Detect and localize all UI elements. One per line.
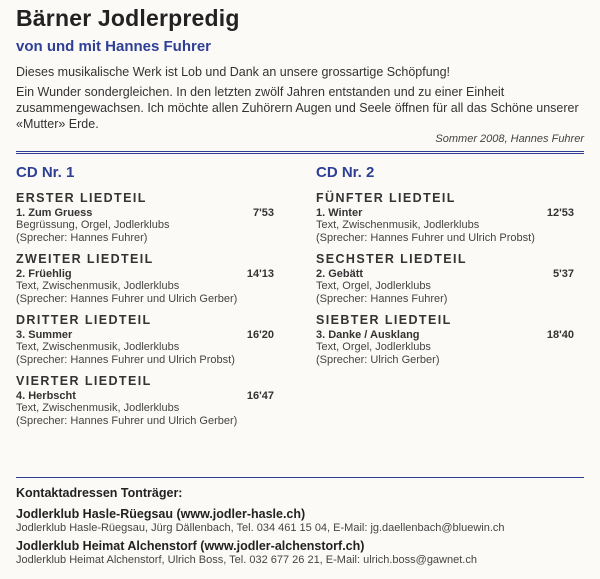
track-description: Text, Zwischenmusik, Jodlerklubs (316, 219, 480, 231)
track-title: 2. Gebätt (316, 268, 364, 280)
track-row (316, 329, 574, 341)
song-part (16, 374, 288, 428)
club-entry (16, 539, 588, 566)
track-duration: 14'13 (246, 268, 274, 280)
track-row (316, 207, 574, 219)
part-heading: SECHSTER LIEDTEIL (316, 252, 467, 266)
track-speaker: (Sprecher: Hannes Fuhrer und Ulrich Gerber) (16, 293, 238, 305)
track-title: 4. Herbscht (16, 390, 76, 402)
song-part (16, 191, 288, 245)
part-heading: VIERTER LIEDTEIL (16, 374, 152, 388)
track-description: Text, Orgel, Jodlerklubs (316, 280, 431, 292)
track-row (16, 390, 274, 402)
cd1-column (16, 164, 288, 435)
track-speaker: (Sprecher: Hannes Fuhrer) (316, 293, 448, 305)
intro-paragraph: Dieses musikalische Werk ist Lob und Dank an unsere grossartige Schöpfung! (16, 65, 451, 79)
track-duration: 16'47 (246, 390, 274, 402)
contact-section (16, 486, 588, 571)
part-heading: FÜNFTER LIEDTEIL (316, 191, 456, 205)
part-heading: ZWEITER LIEDTEIL (16, 252, 154, 266)
song-part (316, 252, 588, 306)
club-entry (16, 507, 588, 534)
track-duration: 16'20 (246, 329, 274, 341)
part-heading: SIEBTER LIEDTEIL (316, 313, 452, 327)
track-title: 3. Danke / Ausklang (316, 329, 420, 341)
track-description: Text, Zwischenmusik, Jodlerklubs (16, 280, 180, 292)
cd-title: CD Nr. 2 (316, 164, 375, 181)
club-detail: Jodlerklub Hasle-Rüegsau, Jürg Dällenbach, Tel. 034 461 15 04, E-Mail: jg.daellenbach@bluewin.ch (16, 522, 505, 534)
track-speaker: (Sprecher: Hannes Fuhrer und Ulrich Probst) (316, 232, 535, 244)
divider-line (16, 153, 584, 154)
track-title: 1. Zum Gruess (16, 207, 93, 219)
track-title: 3. Summer (16, 329, 73, 341)
track-description: Text, Orgel, Jodlerklubs (316, 341, 431, 353)
track-title: 1. Winter (316, 207, 363, 219)
intro-text (16, 64, 584, 136)
track-description: Text, Zwischenmusik, Jodlerklubs (16, 402, 180, 414)
track-description: Text, Zwischenmusik, Jodlerklubs (16, 341, 180, 353)
track-row (316, 268, 574, 280)
track-duration: 7'53 (253, 207, 274, 219)
signature: Sommer 2008, Hannes Fuhrer (435, 133, 584, 145)
cd2-column (316, 164, 588, 374)
contact-heading: Kontaktadressen Tonträger: (16, 486, 183, 500)
page-title: Bärner Jodlerpredig (16, 5, 240, 31)
song-part (316, 313, 588, 367)
intro-paragraph: Ein Wunder sondergleichen. In den letzten zwölf Jahren entstanden und zu einer Einheit zusammengewachsen. Ich möchte allen Zuhörern Augen und Seele öffnen für all das Schöne unserer «Mutter» Erde. (16, 85, 579, 131)
divider-line (16, 477, 584, 478)
track-duration: 18'40 (546, 329, 574, 341)
club-name: Jodlerklub Hasle-Rüegsau (www.jodler-hasle.ch) (16, 507, 306, 521)
track-title: 2. Früehlig (16, 268, 72, 280)
track-speaker: (Sprecher: Ulrich Gerber) (316, 354, 440, 366)
track-row (16, 268, 274, 280)
track-speaker: (Sprecher: Hannes Fuhrer und Ulrich Gerber) (16, 415, 238, 427)
cd-title: CD Nr. 1 (16, 164, 75, 181)
track-row (16, 329, 274, 341)
track-duration: 5'37 (553, 268, 574, 280)
track-row (16, 207, 274, 219)
divider-line (16, 151, 584, 152)
part-heading: ERSTER LIEDTEIL (16, 191, 147, 205)
song-part (316, 191, 588, 245)
track-description: Begrüssung, Orgel, Jodlerklubs (16, 219, 170, 231)
song-part (16, 313, 288, 367)
track-duration: 12'53 (546, 207, 574, 219)
song-part (16, 252, 288, 306)
page-subtitle: von und mit Hannes Fuhrer (16, 38, 212, 55)
part-heading: DRITTER LIEDTEIL (16, 313, 152, 327)
club-name: Jodlerklub Heimat Alchenstorf (www.jodler-alchenstorf.ch) (16, 539, 365, 553)
track-speaker: (Sprecher: Hannes Fuhrer und Ulrich Probst) (16, 354, 235, 366)
track-speaker: (Sprecher: Hannes Fuhrer) (16, 232, 148, 244)
club-detail: Jodlerklub Heimat Alchenstorf, Ulrich Boss, Tel. 032 677 26 21, E-Mail: ulrich.boss@gawnet.ch (16, 554, 477, 566)
